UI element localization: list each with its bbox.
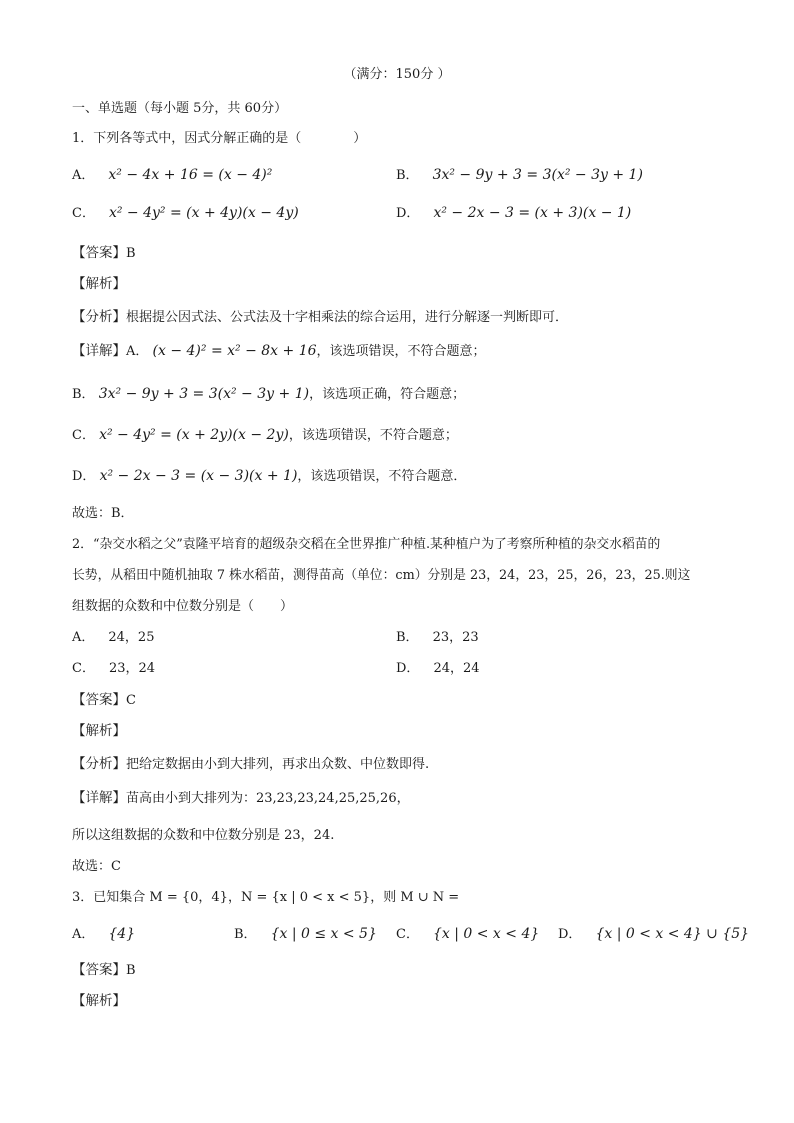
fenxi-tag: 【分析】 [72, 309, 126, 325]
option-text: 24，25 [108, 630, 155, 645]
detail-comment: ，该选项错误，不符合题意． [297, 469, 467, 484]
option-label: C． [72, 206, 95, 221]
answer-tag: 【答案】 [72, 962, 126, 978]
q2-option-d [396, 660, 480, 678]
option-expr: x² − 4x + 16 = (x − 4)² [108, 167, 273, 183]
option-expr: {4} [108, 926, 136, 942]
q3-option-b [234, 925, 377, 944]
option-expr: 3x² − 9y + 3 = 3(x² − 3y + 1) [432, 167, 643, 183]
detail-expr: 3x² − 9y + 3 = 3(x² − 3y + 1) [98, 386, 310, 402]
detail-label: B． [72, 387, 95, 402]
q2-option-a [72, 629, 154, 647]
q2-stem-line2: 长势，从稻田中随机抽取 7 株水稻苗，测得苗高（单位：cm）分别是 23，24，23，25，26，23，25.则这 [72, 568, 691, 583]
q1-choice: 故选：B． [72, 506, 134, 521]
option-label: D． [396, 206, 420, 221]
q3-analysis-tag: 【解析】 [72, 993, 126, 1009]
q1-option-a [72, 166, 272, 185]
option-expr: {x | 0 < x < 4} ∪ {5} [595, 926, 750, 942]
fenxi-text: 根据提公因式法、公式法及十字相乘法的综合运用，进行分解逐一判断即可． [126, 310, 569, 325]
option-label: C． [396, 927, 419, 942]
option-label: C． [72, 661, 95, 676]
q2-stem-line1: 2．“杂交水稻之父”袁隆平培育的超级杂交稻在全世界推广种植.某种植户为了考察所种植的杂交水稻苗的 [72, 537, 661, 552]
q1-detail-c [72, 426, 458, 445]
q2-option-c [72, 660, 155, 678]
q2-xiangjie [72, 789, 410, 808]
q1-fenxi [72, 308, 568, 327]
q3-stem: 3．已知集合 M = {0，4}，N = {x | 0 < x < 5}，则 M ∪ N = [72, 890, 460, 905]
q3-option-c [396, 925, 539, 944]
option-label: A． [72, 630, 95, 645]
answer-value: B [126, 963, 136, 978]
section-title: 一、单选题（每小题 5分，共 60分） [72, 101, 288, 116]
option-label: B． [234, 927, 257, 942]
detail-expr: (x − 4)² = x² − 8x + 16 [152, 343, 317, 359]
option-label: D． [396, 661, 420, 676]
option-expr: {x | 0 ≤ x < 5} [270, 926, 377, 942]
fenxi-tag: 【分析】 [72, 756, 126, 772]
q2-stem-line3: 组数据的众数和中位数分别是（ ） [72, 599, 294, 614]
q1-detail-a [72, 342, 486, 361]
option-label: A． [72, 168, 95, 183]
detail-label: A． [126, 344, 149, 359]
option-expr: x² − 4y² = (x + 4y)(x − 4y) [108, 205, 299, 221]
q1-option-c [72, 204, 299, 223]
q1-analysis-tag: 【解析】 [72, 276, 126, 292]
q1-option-d [396, 204, 631, 223]
detail-comment: ，该选项正确，符合题意； [309, 387, 466, 402]
q3-option-d [558, 925, 749, 944]
q1-stem: 1．下列各等式中，因式分解正确的是（ ） [72, 131, 367, 146]
detail-expr: x² − 2x − 3 = (x − 3)(x + 1) [99, 468, 298, 484]
option-label: D． [558, 927, 582, 942]
option-text: 23，23 [432, 630, 479, 645]
answer-tag: 【答案】 [72, 245, 126, 261]
answer-tag: 【答案】 [72, 692, 126, 708]
q1-answer [72, 244, 136, 263]
q1-option-b [396, 166, 643, 185]
option-text: 23，24 [108, 661, 156, 676]
option-text: 24，24 [433, 661, 480, 676]
option-label: B． [396, 630, 419, 645]
xiangjie-tag: 【详解】 [72, 343, 126, 359]
fenxi-text: 把给定数据由小到大排列，再求出众数、中位数即得. [126, 757, 430, 772]
q2-analysis-tag: 【解析】 [72, 723, 126, 739]
q1-detail-d [72, 467, 466, 486]
detail-comment: ，该选项错误，不符合题意； [288, 428, 458, 443]
option-label: B． [396, 168, 419, 183]
q1-detail-b [72, 385, 465, 404]
q2-conclusion: 所以这组数据的众数和中位数分别是 23，24. [72, 828, 335, 843]
detail-label: D． [72, 469, 96, 484]
xiangjie-tag: 【详解】 [72, 790, 126, 806]
option-expr: {x | 0 < x < 4} [432, 926, 540, 942]
detail-label: C． [72, 428, 95, 443]
answer-value: C [126, 693, 136, 708]
q2-answer [72, 691, 136, 710]
score-note: （满分：150分 ） [343, 67, 451, 82]
option-label: A． [72, 927, 95, 942]
detail-expr: x² − 4y² = (x + 2y)(x − 2y) [99, 427, 289, 443]
answer-value: B [126, 246, 136, 261]
q2-option-b [396, 629, 479, 647]
option-expr: x² − 2x − 3 = (x + 3)(x − 1) [433, 205, 632, 221]
q3-option-a [72, 925, 135, 944]
q3-answer [72, 961, 136, 980]
xiangjie-text: 苗高由小到大排列为：23,23,23,24,25,25,26， [126, 791, 410, 806]
q2-choice: 故选：C [72, 859, 121, 874]
detail-comment: ，该选项错误，不符合题意； [316, 344, 486, 359]
q2-fenxi [72, 755, 429, 774]
